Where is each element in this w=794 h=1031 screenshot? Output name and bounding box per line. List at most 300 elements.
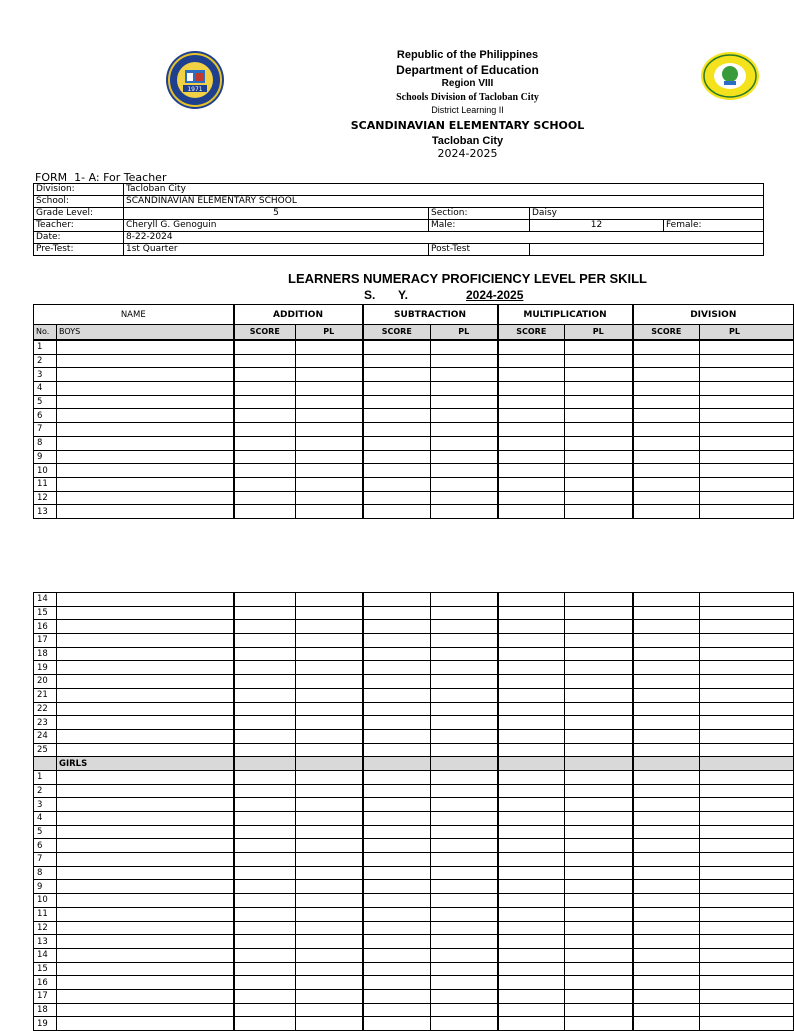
learner-name-cell[interactable] (57, 702, 234, 716)
subtraction-score-cell[interactable] (363, 593, 431, 607)
multiplication-score-cell[interactable] (498, 1003, 565, 1017)
multiplication-pl-cell[interactable] (565, 505, 633, 519)
division-pl-cell[interactable] (700, 989, 794, 1003)
addition-score-cell[interactable] (234, 812, 296, 826)
multiplication-score-cell[interactable] (498, 464, 565, 478)
addition-pl-cell[interactable] (296, 354, 363, 368)
subtraction-pl-cell[interactable] (431, 505, 498, 519)
division-pl-cell[interactable] (700, 798, 794, 812)
multiplication-pl-cell[interactable] (565, 409, 633, 423)
subtraction-pl-cell[interactable] (431, 491, 498, 505)
subtraction-pl-cell[interactable] (431, 839, 498, 853)
division-score-cell[interactable] (633, 907, 700, 921)
subtraction-score-cell[interactable] (363, 368, 431, 382)
addition-score-cell[interactable] (234, 620, 296, 634)
multiplication-score-cell[interactable] (498, 606, 565, 620)
learner-name-cell[interactable] (57, 784, 234, 798)
subtraction-score-cell[interactable] (363, 634, 431, 648)
subtraction-score-cell[interactable] (363, 409, 431, 423)
division-score-cell[interactable] (633, 962, 700, 976)
addition-pl-cell[interactable] (296, 729, 363, 743)
addition-pl-cell[interactable] (296, 1017, 363, 1031)
addition-score-cell[interactable] (234, 880, 296, 894)
learner-name-cell[interactable] (57, 812, 234, 826)
multiplication-pl-cell[interactable] (565, 340, 633, 354)
division-score-cell[interactable] (633, 620, 700, 634)
subtraction-pl-cell[interactable] (431, 948, 498, 962)
division-pl-cell[interactable] (700, 880, 794, 894)
subtraction-pl-cell[interactable] (431, 675, 498, 689)
subtraction-pl-cell[interactable] (431, 620, 498, 634)
learner-name-cell[interactable] (57, 907, 234, 921)
multiplication-score-cell[interactable] (498, 784, 565, 798)
subtraction-pl-cell[interactable] (431, 661, 498, 675)
division-score-cell[interactable] (633, 853, 700, 867)
learner-name-cell[interactable] (57, 675, 234, 689)
subtraction-pl-cell[interactable] (431, 647, 498, 661)
subtraction-score-cell[interactable] (363, 702, 431, 716)
multiplication-score-cell[interactable] (498, 436, 565, 450)
learner-name-cell[interactable] (57, 340, 234, 354)
division-score-cell[interactable] (633, 894, 700, 908)
addition-score-cell[interactable] (234, 866, 296, 880)
division-score-cell[interactable] (633, 505, 700, 519)
addition-pl-cell[interactable] (296, 409, 363, 423)
subtraction-score-cell[interactable] (363, 436, 431, 450)
multiplication-pl-cell[interactable] (565, 962, 633, 976)
subtraction-score-cell[interactable] (363, 354, 431, 368)
learner-name-cell[interactable] (57, 729, 234, 743)
division-pl-cell[interactable] (700, 593, 794, 607)
learner-name-cell[interactable] (57, 716, 234, 730)
addition-pl-cell[interactable] (296, 395, 363, 409)
division-pl-cell[interactable] (700, 620, 794, 634)
addition-score-cell[interactable] (234, 477, 296, 491)
division-score-cell[interactable] (633, 436, 700, 450)
addition-pl-cell[interactable] (296, 839, 363, 853)
multiplication-pl-cell[interactable] (565, 921, 633, 935)
division-pl-cell[interactable] (700, 368, 794, 382)
addition-score-cell[interactable] (234, 634, 296, 648)
division-pl-cell[interactable] (700, 770, 794, 784)
learner-name-cell[interactable] (57, 948, 234, 962)
division-pl-cell[interactable] (700, 812, 794, 826)
subtraction-pl-cell[interactable] (431, 976, 498, 990)
subtraction-score-cell[interactable] (363, 921, 431, 935)
multiplication-pl-cell[interactable] (565, 464, 633, 478)
learner-name-cell[interactable] (57, 368, 234, 382)
multiplication-pl-cell[interactable] (565, 716, 633, 730)
multiplication-score-cell[interactable] (498, 634, 565, 648)
addition-pl-cell[interactable] (296, 853, 363, 867)
multiplication-pl-cell[interactable] (565, 606, 633, 620)
learner-name-cell[interactable] (57, 1017, 234, 1031)
division-score-cell[interactable] (633, 450, 700, 464)
subtraction-score-cell[interactable] (363, 812, 431, 826)
division-pl-cell[interactable] (700, 382, 794, 396)
addition-score-cell[interactable] (234, 935, 296, 949)
multiplication-pl-cell[interactable] (565, 368, 633, 382)
learner-name-cell[interactable] (57, 409, 234, 423)
addition-score-cell[interactable] (234, 989, 296, 1003)
division-pl-cell[interactable] (700, 675, 794, 689)
subtraction-score-cell[interactable] (363, 770, 431, 784)
multiplication-pl-cell[interactable] (565, 702, 633, 716)
addition-score-cell[interactable] (234, 593, 296, 607)
subtraction-pl-cell[interactable] (431, 921, 498, 935)
subtraction-score-cell[interactable] (363, 784, 431, 798)
learner-name-cell[interactable] (57, 935, 234, 949)
multiplication-score-cell[interactable] (498, 921, 565, 935)
subtraction-pl-cell[interactable] (431, 702, 498, 716)
subtraction-score-cell[interactable] (363, 716, 431, 730)
division-pl-cell[interactable] (700, 894, 794, 908)
division-pl-cell[interactable] (700, 634, 794, 648)
addition-score-cell[interactable] (234, 976, 296, 990)
addition-pl-cell[interactable] (296, 675, 363, 689)
division-pl-cell[interactable] (700, 702, 794, 716)
subtraction-score-cell[interactable] (363, 606, 431, 620)
division-pl-cell[interactable] (700, 450, 794, 464)
division-pl-cell[interactable] (700, 907, 794, 921)
learner-name-cell[interactable] (57, 634, 234, 648)
division-pl-cell[interactable] (700, 423, 794, 437)
division-pl-cell[interactable] (700, 340, 794, 354)
addition-score-cell[interactable] (234, 368, 296, 382)
multiplication-pl-cell[interactable] (565, 593, 633, 607)
multiplication-score-cell[interactable] (498, 368, 565, 382)
division-score-cell[interactable] (633, 340, 700, 354)
division-score-cell[interactable] (633, 1017, 700, 1031)
multiplication-pl-cell[interactable] (565, 620, 633, 634)
learner-name-cell[interactable] (57, 989, 234, 1003)
multiplication-pl-cell[interactable] (565, 935, 633, 949)
multiplication-score-cell[interactable] (498, 880, 565, 894)
addition-score-cell[interactable] (234, 729, 296, 743)
multiplication-score-cell[interactable] (498, 798, 565, 812)
addition-score-cell[interactable] (234, 1003, 296, 1017)
subtraction-pl-cell[interactable] (431, 812, 498, 826)
multiplication-score-cell[interactable] (498, 340, 565, 354)
addition-pl-cell[interactable] (296, 743, 363, 757)
multiplication-score-cell[interactable] (498, 620, 565, 634)
subtraction-score-cell[interactable] (363, 620, 431, 634)
subtraction-pl-cell[interactable] (431, 798, 498, 812)
multiplication-pl-cell[interactable] (565, 976, 633, 990)
addition-score-cell[interactable] (234, 464, 296, 478)
subtraction-score-cell[interactable] (363, 477, 431, 491)
learner-name-cell[interactable] (57, 661, 234, 675)
addition-pl-cell[interactable] (296, 436, 363, 450)
subtraction-pl-cell[interactable] (431, 436, 498, 450)
addition-pl-cell[interactable] (296, 620, 363, 634)
subtraction-pl-cell[interactable] (431, 907, 498, 921)
addition-score-cell[interactable] (234, 743, 296, 757)
learner-name-cell[interactable] (57, 423, 234, 437)
addition-pl-cell[interactable] (296, 880, 363, 894)
addition-score-cell[interactable] (234, 894, 296, 908)
subtraction-pl-cell[interactable] (431, 825, 498, 839)
subtraction-pl-cell[interactable] (431, 340, 498, 354)
division-score-cell[interactable] (633, 702, 700, 716)
subtraction-score-cell[interactable] (363, 675, 431, 689)
subtraction-score-cell[interactable] (363, 743, 431, 757)
addition-pl-cell[interactable] (296, 491, 363, 505)
multiplication-score-cell[interactable] (498, 948, 565, 962)
addition-pl-cell[interactable] (296, 450, 363, 464)
subtraction-score-cell[interactable] (363, 976, 431, 990)
multiplication-pl-cell[interactable] (565, 907, 633, 921)
learner-name-cell[interactable] (57, 450, 234, 464)
addition-score-cell[interactable] (234, 921, 296, 935)
addition-pl-cell[interactable] (296, 935, 363, 949)
addition-score-cell[interactable] (234, 962, 296, 976)
addition-score-cell[interactable] (234, 702, 296, 716)
learner-name-cell[interactable] (57, 395, 234, 409)
addition-pl-cell[interactable] (296, 784, 363, 798)
addition-score-cell[interactable] (234, 354, 296, 368)
division-score-cell[interactable] (633, 948, 700, 962)
division-score-cell[interactable] (633, 716, 700, 730)
subtraction-pl-cell[interactable] (431, 354, 498, 368)
division-pl-cell[interactable] (700, 962, 794, 976)
multiplication-pl-cell[interactable] (565, 729, 633, 743)
division-pl-cell[interactable] (700, 477, 794, 491)
division-score-cell[interactable] (633, 647, 700, 661)
multiplication-pl-cell[interactable] (565, 450, 633, 464)
addition-score-cell[interactable] (234, 395, 296, 409)
addition-score-cell[interactable] (234, 907, 296, 921)
multiplication-pl-cell[interactable] (565, 661, 633, 675)
learner-name-cell[interactable] (57, 354, 234, 368)
division-pl-cell[interactable] (700, 647, 794, 661)
addition-pl-cell[interactable] (296, 976, 363, 990)
addition-pl-cell[interactable] (296, 647, 363, 661)
addition-score-cell[interactable] (234, 340, 296, 354)
addition-score-cell[interactable] (234, 505, 296, 519)
learner-name-cell[interactable] (57, 382, 234, 396)
division-score-cell[interactable] (633, 368, 700, 382)
addition-score-cell[interactable] (234, 675, 296, 689)
division-score-cell[interactable] (633, 423, 700, 437)
multiplication-pl-cell[interactable] (565, 382, 633, 396)
subtraction-pl-cell[interactable] (431, 409, 498, 423)
division-score-cell[interactable] (633, 770, 700, 784)
learner-name-cell[interactable] (57, 1003, 234, 1017)
addition-score-cell[interactable] (234, 770, 296, 784)
division-pl-cell[interactable] (700, 464, 794, 478)
multiplication-pl-cell[interactable] (565, 354, 633, 368)
multiplication-pl-cell[interactable] (565, 866, 633, 880)
learner-name-cell[interactable] (57, 505, 234, 519)
subtraction-pl-cell[interactable] (431, 716, 498, 730)
multiplication-pl-cell[interactable] (565, 948, 633, 962)
multiplication-score-cell[interactable] (498, 647, 565, 661)
subtraction-pl-cell[interactable] (431, 729, 498, 743)
addition-score-cell[interactable] (234, 1017, 296, 1031)
multiplication-score-cell[interactable] (498, 395, 565, 409)
addition-pl-cell[interactable] (296, 661, 363, 675)
subtraction-score-cell[interactable] (363, 450, 431, 464)
division-score-cell[interactable] (633, 729, 700, 743)
division-score-cell[interactable] (633, 743, 700, 757)
division-score-cell[interactable] (633, 593, 700, 607)
learner-name-cell[interactable] (57, 839, 234, 853)
division-score-cell[interactable] (633, 880, 700, 894)
subtraction-score-cell[interactable] (363, 798, 431, 812)
division-pl-cell[interactable] (700, 409, 794, 423)
subtraction-score-cell[interactable] (363, 464, 431, 478)
multiplication-score-cell[interactable] (498, 962, 565, 976)
subtraction-score-cell[interactable] (363, 423, 431, 437)
addition-pl-cell[interactable] (296, 907, 363, 921)
subtraction-pl-cell[interactable] (431, 606, 498, 620)
multiplication-score-cell[interactable] (498, 354, 565, 368)
addition-score-cell[interactable] (234, 606, 296, 620)
learner-name-cell[interactable] (57, 880, 234, 894)
division-pl-cell[interactable] (700, 921, 794, 935)
subtraction-score-cell[interactable] (363, 962, 431, 976)
division-score-cell[interactable] (633, 825, 700, 839)
addition-pl-cell[interactable] (296, 921, 363, 935)
multiplication-pl-cell[interactable] (565, 880, 633, 894)
subtraction-pl-cell[interactable] (431, 1003, 498, 1017)
multiplication-pl-cell[interactable] (565, 634, 633, 648)
learner-name-cell[interactable] (57, 647, 234, 661)
subtraction-score-cell[interactable] (363, 1003, 431, 1017)
learner-name-cell[interactable] (57, 825, 234, 839)
division-pl-cell[interactable] (700, 839, 794, 853)
addition-pl-cell[interactable] (296, 962, 363, 976)
learner-name-cell[interactable] (57, 464, 234, 478)
multiplication-pl-cell[interactable] (565, 989, 633, 1003)
division-pl-cell[interactable] (700, 825, 794, 839)
division-score-cell[interactable] (633, 382, 700, 396)
division-score-cell[interactable] (633, 477, 700, 491)
subtraction-score-cell[interactable] (363, 688, 431, 702)
addition-score-cell[interactable] (234, 853, 296, 867)
subtraction-score-cell[interactable] (363, 907, 431, 921)
subtraction-pl-cell[interactable] (431, 464, 498, 478)
division-score-cell[interactable] (633, 688, 700, 702)
multiplication-score-cell[interactable] (498, 743, 565, 757)
multiplication-score-cell[interactable] (498, 661, 565, 675)
learner-name-cell[interactable] (57, 606, 234, 620)
division-score-cell[interactable] (633, 634, 700, 648)
subtraction-score-cell[interactable] (363, 948, 431, 962)
multiplication-score-cell[interactable] (498, 716, 565, 730)
subtraction-score-cell[interactable] (363, 505, 431, 519)
multiplication-score-cell[interactable] (498, 853, 565, 867)
learner-name-cell[interactable] (57, 477, 234, 491)
subtraction-pl-cell[interactable] (431, 450, 498, 464)
addition-pl-cell[interactable] (296, 340, 363, 354)
division-pl-cell[interactable] (700, 688, 794, 702)
addition-pl-cell[interactable] (296, 464, 363, 478)
multiplication-pl-cell[interactable] (565, 436, 633, 450)
learner-name-cell[interactable] (57, 853, 234, 867)
subtraction-pl-cell[interactable] (431, 880, 498, 894)
multiplication-score-cell[interactable] (498, 477, 565, 491)
addition-pl-cell[interactable] (296, 1003, 363, 1017)
multiplication-pl-cell[interactable] (565, 395, 633, 409)
multiplication-pl-cell[interactable] (565, 477, 633, 491)
division-pl-cell[interactable] (700, 354, 794, 368)
division-pl-cell[interactable] (700, 505, 794, 519)
subtraction-score-cell[interactable] (363, 825, 431, 839)
subtraction-score-cell[interactable] (363, 661, 431, 675)
addition-pl-cell[interactable] (296, 368, 363, 382)
division-pl-cell[interactable] (700, 1017, 794, 1031)
multiplication-score-cell[interactable] (498, 976, 565, 990)
addition-score-cell[interactable] (234, 491, 296, 505)
division-pl-cell[interactable] (700, 606, 794, 620)
addition-score-cell[interactable] (234, 450, 296, 464)
division-pl-cell[interactable] (700, 395, 794, 409)
division-pl-cell[interactable] (700, 661, 794, 675)
multiplication-score-cell[interactable] (498, 491, 565, 505)
learner-name-cell[interactable] (57, 688, 234, 702)
subtraction-pl-cell[interactable] (431, 395, 498, 409)
subtraction-pl-cell[interactable] (431, 866, 498, 880)
learner-name-cell[interactable] (57, 770, 234, 784)
division-pl-cell[interactable] (700, 491, 794, 505)
subtraction-score-cell[interactable] (363, 880, 431, 894)
addition-score-cell[interactable] (234, 798, 296, 812)
multiplication-score-cell[interactable] (498, 907, 565, 921)
multiplication-score-cell[interactable] (498, 866, 565, 880)
multiplication-score-cell[interactable] (498, 729, 565, 743)
learner-name-cell[interactable] (57, 962, 234, 976)
division-score-cell[interactable] (633, 491, 700, 505)
learner-name-cell[interactable] (57, 894, 234, 908)
division-score-cell[interactable] (633, 395, 700, 409)
division-score-cell[interactable] (633, 661, 700, 675)
subtraction-pl-cell[interactable] (431, 770, 498, 784)
subtraction-pl-cell[interactable] (431, 688, 498, 702)
multiplication-pl-cell[interactable] (565, 1017, 633, 1031)
addition-score-cell[interactable] (234, 409, 296, 423)
addition-score-cell[interactable] (234, 436, 296, 450)
division-pl-cell[interactable] (700, 935, 794, 949)
multiplication-pl-cell[interactable] (565, 798, 633, 812)
multiplication-score-cell[interactable] (498, 688, 565, 702)
division-score-cell[interactable] (633, 839, 700, 853)
multiplication-pl-cell[interactable] (565, 675, 633, 689)
addition-pl-cell[interactable] (296, 812, 363, 826)
subtraction-score-cell[interactable] (363, 647, 431, 661)
multiplication-score-cell[interactable] (498, 770, 565, 784)
subtraction-score-cell[interactable] (363, 382, 431, 396)
subtraction-score-cell[interactable] (363, 395, 431, 409)
multiplication-score-cell[interactable] (498, 450, 565, 464)
learner-name-cell[interactable] (57, 743, 234, 757)
subtraction-pl-cell[interactable] (431, 743, 498, 757)
division-score-cell[interactable] (633, 798, 700, 812)
addition-pl-cell[interactable] (296, 606, 363, 620)
multiplication-score-cell[interactable] (498, 894, 565, 908)
subtraction-pl-cell[interactable] (431, 382, 498, 396)
division-score-cell[interactable] (633, 989, 700, 1003)
addition-score-cell[interactable] (234, 661, 296, 675)
addition-pl-cell[interactable] (296, 477, 363, 491)
subtraction-score-cell[interactable] (363, 491, 431, 505)
multiplication-pl-cell[interactable] (565, 647, 633, 661)
addition-pl-cell[interactable] (296, 593, 363, 607)
learner-name-cell[interactable] (57, 976, 234, 990)
multiplication-pl-cell[interactable] (565, 688, 633, 702)
multiplication-pl-cell[interactable] (565, 839, 633, 853)
